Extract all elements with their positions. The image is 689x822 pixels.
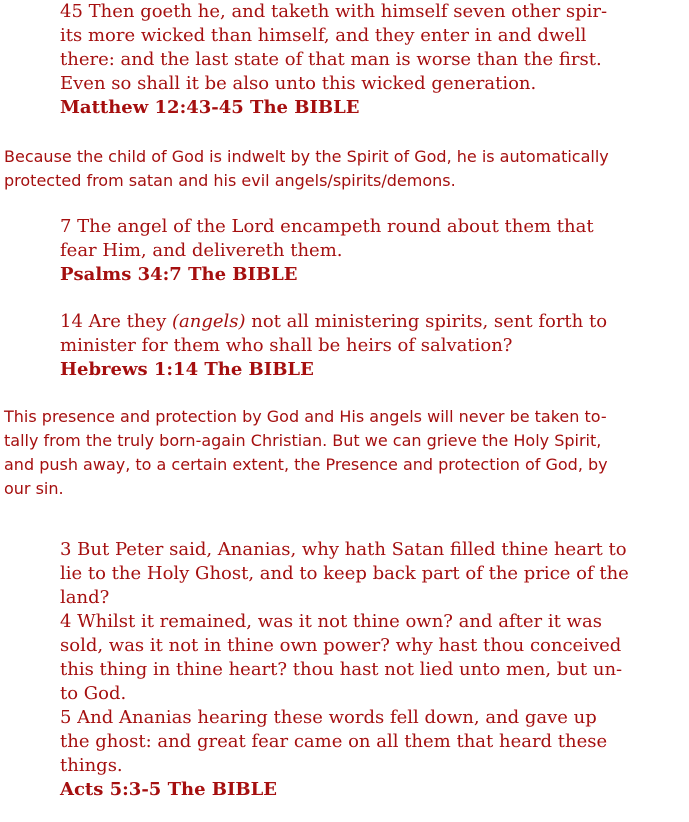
verse-line: sold, was it not in thine own power? why hast thou conceived — [60, 635, 622, 656]
verse-line: land? — [60, 587, 110, 608]
prose-paragraph-1 — [4, 145, 688, 193]
prose-line: This presence and protection by God and His angels will never be taken to- — [4, 407, 607, 426]
verse-line: the ghost: and great fear came on all them that heard these — [60, 731, 608, 752]
verse-line: this thing in thine heart? thou hast not lied unto men, but un- — [60, 659, 623, 680]
verse-line: things. — [60, 755, 123, 776]
prose-line: protected from satan and his evil angels/spirits/demons. — [4, 171, 456, 190]
verse-line: there: and the last state of that man is worse than the first. — [60, 49, 602, 70]
verse-line: 45 Then goeth he, and taketh with himself seven other spir- — [60, 1, 608, 22]
psalms-reference: Psalms 34:7 The BIBLE — [60, 264, 298, 285]
psalms-quote — [60, 215, 660, 287]
verse-line: Even so shall it be also unto this wicked generation. — [60, 73, 537, 94]
verse-line: 4 Whilst it remained, was it not thine own? and after it was — [60, 611, 602, 632]
hebrews-line1-start: 14 Are they — [60, 311, 172, 332]
verse-line: 5 And Ananias hearing these words fell down, and gave up — [60, 707, 597, 728]
acts-quote — [60, 538, 660, 802]
hebrews-reference: Hebrews 1:14 The BIBLE — [60, 359, 314, 380]
matthew-reference: Matthew 12:43-45 The BIBLE — [60, 97, 360, 118]
verse-line: 3 But Peter said, Ananias, why hath Satan filled thine heart to — [60, 539, 627, 560]
prose-line: and push away, to a certain extent, the Presence and protection of God, by — [4, 455, 608, 474]
verse-line: minister for them who shall be heirs of salvation? — [60, 335, 513, 356]
verse-line: to God. — [60, 683, 127, 704]
verse-line: 7 The angel of the Lord encampeth round about them that — [60, 216, 594, 237]
prose-line: tally from the truly born-again Christian. But we can grieve the Holy Spirit, — [4, 431, 602, 450]
verse-line: lie to the Holy Ghost, and to keep back part of the price of the — [60, 563, 629, 584]
hebrews-line1-end: not all ministering spirits, sent forth to — [245, 311, 608, 332]
verse-line: fear Him, and delivereth them. — [60, 240, 343, 261]
verse-line: its more wicked than himself, and they enter in and dwell — [60, 25, 587, 46]
hebrews-quote — [60, 310, 660, 382]
verse-line — [60, 310, 660, 334]
hebrews-italic-angels: (angels) — [171, 311, 246, 332]
prose-paragraph-2 — [4, 405, 688, 501]
prose-line: Because the child of God is indwelt by the Spirit of God, he is automatically — [4, 147, 609, 166]
acts-reference: Acts 5:3-5 The BIBLE — [60, 779, 278, 800]
matthew-quote — [60, 0, 660, 120]
prose-line: our sin. — [4, 479, 64, 498]
